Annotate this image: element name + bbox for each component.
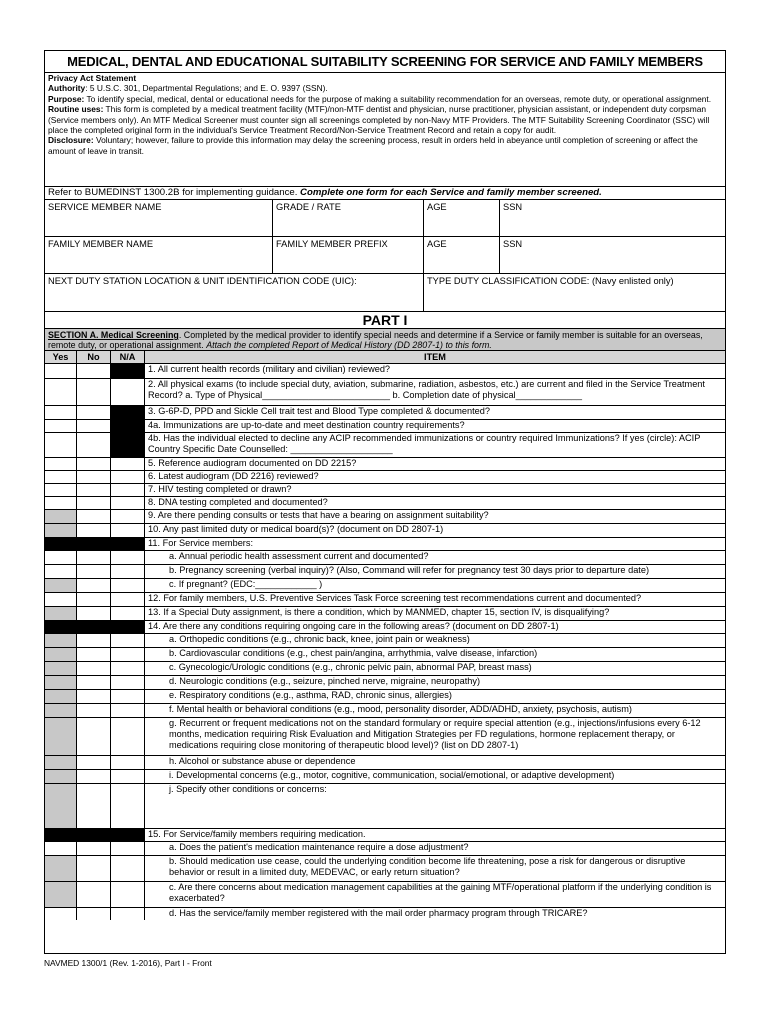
yes-checkbox (45, 704, 77, 717)
items-table (45, 363, 725, 920)
no-checkbox[interactable] (77, 406, 111, 419)
family-ssn-field[interactable]: SSN (503, 239, 523, 249)
no-checkbox[interactable] (77, 770, 111, 783)
no-checkbox[interactable] (77, 842, 111, 855)
no-checkbox (77, 829, 111, 841)
item-text: h. Alcohol or substance abuse or dependence (169, 756, 356, 766)
yes-checkbox (45, 621, 77, 633)
na-checkbox[interactable] (111, 565, 145, 578)
yes-checkbox[interactable] (45, 471, 77, 483)
item-text: 2. All physical exams (to include special duty, aviation, submarine, radiation, asbestos, etc.) are current and filed in the Service Treatment Record? a. Type of Physical_________________________ b. Completion date of physical_____________ (148, 379, 705, 400)
refer-line (45, 186, 725, 199)
type-duty-code-field[interactable]: TYPE DUTY CLASSIFICATION CODE: (Navy enlisted only) (427, 276, 674, 286)
family-age-field[interactable]: AGE (424, 237, 500, 273)
purpose-text: To identify special, medical, dental or educational needs for the purpose of making a suitability recommendation for an overseas, remote duty, or operational assignment. (84, 93, 712, 104)
na-checkbox[interactable] (111, 908, 145, 920)
item-row (45, 620, 725, 633)
na-checkbox[interactable] (111, 484, 145, 496)
refer-text: Refer to BUMEDINST 1300.2B for implementing guidance. (48, 187, 301, 198)
yes-checkbox[interactable] (45, 565, 77, 578)
section-a-text: . Completed by the medical provider to identify special needs and determine if a Service or family member is suitable for an overseas, remote duty, or operational assignment. (48, 330, 703, 350)
no-checkbox[interactable] (77, 676, 111, 689)
no-checkbox[interactable] (77, 784, 111, 828)
na-checkbox[interactable] (111, 662, 145, 675)
yes-header: Yes (45, 351, 77, 363)
yes-checkbox (45, 770, 77, 783)
no-checkbox[interactable] (77, 458, 111, 470)
item-row (45, 523, 725, 537)
no-checkbox[interactable] (77, 565, 111, 578)
yes-checkbox[interactable] (45, 593, 77, 606)
na-checkbox[interactable] (111, 471, 145, 483)
item-text: d. Has the service/family member registered with the mail order pharmacy program through TRICARE? (169, 908, 588, 918)
na-checkbox (111, 538, 145, 550)
family-member-name-field[interactable]: FAMILY MEMBER NAME (45, 237, 273, 273)
form-footer: NAVMED 1300/1 (Rev. 1-2016), Part I - Front (44, 958, 212, 968)
section-a-label: SECTION A. Medical Screening (48, 330, 179, 340)
no-checkbox[interactable] (77, 704, 111, 717)
na-header: N/A (111, 351, 145, 363)
item-row (45, 578, 725, 592)
yes-checkbox (45, 538, 77, 550)
item-row (45, 647, 725, 661)
yes-checkbox (45, 882, 77, 907)
item-text: 6. Latest audiogram (DD 2216) reviewed? (148, 471, 319, 481)
yes-checkbox[interactable] (45, 842, 77, 855)
na-checkbox[interactable] (111, 648, 145, 661)
refer-emphasis: Complete one form for each Service and family member screened. (300, 187, 602, 198)
na-checkbox[interactable] (111, 551, 145, 564)
na-checkbox[interactable] (111, 579, 145, 592)
na-checkbox[interactable] (111, 704, 145, 717)
yes-checkbox (45, 510, 77, 523)
item-text: f. Mental health or behavioral conditions (e.g., mood, personality disorder, ADD/ADHD, anxiety, psychosis, autism) (169, 704, 632, 714)
yes-checkbox (45, 648, 77, 661)
item-row (45, 769, 725, 783)
yes-checkbox (45, 829, 77, 841)
item-text: 11. For Service members: (148, 538, 254, 548)
item-text: 13. If a Special Duty assignment, is there a condition, which by MANMED, chapter 15, section IV, is disqualifying? (148, 607, 610, 617)
no-checkbox[interactable] (77, 484, 111, 496)
no-checkbox[interactable] (77, 882, 111, 907)
yes-checkbox (45, 718, 77, 755)
item-text: a. Does the patient's medication maintenance require a dose adjustment? (169, 842, 469, 852)
item-text: c. If pregnant? (EDC:____________ ) (169, 579, 323, 589)
item-text: j. Specify other conditions or concerns: (169, 784, 327, 794)
item-text: 10. Any past limited duty or medical board(s)? (document on DD 2807-1) (148, 524, 444, 534)
item-text: g. Recurrent or frequent medications not on the standard formulary or require special attention (e.g., injections/infusions every 6-12 months, medication requiring Risk Evaluation and Mitigation Strategies per FD regulations, hormone replacement therapy, or medications requiring close monitoring of therapeutic blood level)? (list on DD 2807-1) (169, 718, 701, 750)
yes-checkbox[interactable] (45, 364, 77, 378)
age-field[interactable]: AGE (424, 200, 500, 236)
no-checkbox[interactable] (77, 856, 111, 881)
item-text: a. Orthopedic conditions (e.g., chronic back, knee, joint pain or weakness) (169, 634, 470, 644)
no-header: No (77, 351, 111, 363)
item-text: 3. G-6P-D, PPD and Sickle Cell trait test and Blood Type completed & documented? (148, 406, 490, 416)
item-row (45, 855, 725, 881)
yes-checkbox (45, 634, 77, 647)
item-row (45, 470, 725, 483)
item-row (45, 537, 725, 550)
item-text: c. Are there concerns about medication management capabilities at the gaining MTF/operational platform if the underlying condition is exacerbated? (169, 882, 712, 903)
na-checkbox[interactable] (111, 882, 145, 907)
yes-checkbox[interactable] (45, 551, 77, 564)
item-row (45, 509, 725, 523)
yes-checkbox (45, 856, 77, 881)
item-row (45, 564, 725, 578)
item-text: 5. Reference audiogram documented on DD 2215? (148, 458, 357, 468)
item-row (45, 363, 725, 378)
no-checkbox[interactable] (77, 908, 111, 920)
no-checkbox[interactable] (77, 634, 111, 647)
item-text: b. Pregnancy screening (verbal inquiry)? (Also, Command will refer for pregnancy test 30 days prior to departure date) (169, 565, 650, 575)
item-text: 1. All current health records (military and civilian) reviewed? (148, 364, 391, 374)
section-a-italic: Attach the completed Report of Medical History (DD 2807-1) to this form. (206, 340, 492, 350)
next-duty-station-field[interactable]: NEXT DUTY STATION LOCATION & UNIT IDENTIFICATION CODE (UIC): (45, 274, 424, 311)
no-checkbox[interactable] (77, 420, 111, 432)
no-checkbox[interactable] (77, 662, 111, 675)
item-row (45, 755, 725, 769)
yes-checkbox (45, 524, 77, 537)
form-title: MEDICAL, DENTAL AND EDUCATIONAL SUITABILITY SCREENING FOR SERVICE AND FAMILY MEMBERS (67, 54, 703, 69)
item-text: 4b. Has the individual elected to decline any ACIP recommended immunizations or country required Immunizations? If yes (circle): ACIP Country Specific Date Counselled: ____________________ (148, 433, 701, 454)
yes-checkbox[interactable] (45, 484, 77, 496)
no-checkbox[interactable] (77, 718, 111, 755)
no-checkbox (77, 621, 111, 633)
no-checkbox[interactable] (77, 607, 111, 620)
disclosure-text: Voluntary; however, failure to provide this information may delay the screening process, result in orders held in abeyance until completion of screening or affect the amount of leave in transit. (48, 135, 698, 156)
na-checkbox[interactable] (111, 756, 145, 769)
item-row (45, 633, 725, 647)
na-checkbox[interactable] (111, 856, 145, 881)
item-text: e. Respiratory conditions (e.g., asthma, RAD, chronic sinus, allergies) (169, 690, 452, 700)
na-checkbox[interactable] (111, 842, 145, 855)
yes-checkbox[interactable] (45, 908, 77, 920)
na-checkbox[interactable] (111, 379, 145, 405)
disclosure-label: Disclosure: (48, 135, 94, 146)
item-row (45, 717, 725, 755)
no-checkbox[interactable] (77, 364, 111, 378)
na-checkbox[interactable] (111, 784, 145, 828)
na-checkbox[interactable] (111, 634, 145, 647)
item-text: i. Developmental concerns (e.g., motor, cognitive, communication, social/emotional, or adaptive development) (169, 770, 615, 780)
no-checkbox[interactable] (77, 690, 111, 703)
screening-form (44, 50, 726, 954)
yes-checkbox (45, 662, 77, 675)
routine-uses-label: Routine uses: (48, 104, 104, 115)
item-row (45, 783, 725, 828)
yes-checkbox[interactable] (45, 406, 77, 419)
na-checkbox[interactable] (111, 770, 145, 783)
family-member-prefix-field[interactable]: FAMILY MEMBER PREFIX (273, 237, 424, 273)
no-checkbox[interactable] (77, 551, 111, 564)
table-header (45, 350, 725, 363)
item-row (45, 550, 725, 564)
item-row (45, 703, 725, 717)
na-checkbox (111, 433, 145, 457)
na-checkbox[interactable] (111, 718, 145, 755)
item-text: b. Cardiovascular conditions (e.g., chest pain/angina, arrhythmia, valve disease, infarction) (169, 648, 538, 658)
yes-checkbox[interactable] (45, 458, 77, 470)
no-checkbox[interactable] (77, 579, 111, 592)
privacy-act-statement (45, 72, 725, 186)
na-checkbox (111, 829, 145, 841)
no-checkbox[interactable] (77, 497, 111, 509)
na-checkbox (111, 621, 145, 633)
na-checkbox[interactable] (111, 676, 145, 689)
item-row (45, 483, 725, 496)
item-row (45, 828, 725, 841)
na-checkbox (111, 420, 145, 432)
yes-checkbox (45, 607, 77, 620)
na-checkbox[interactable] (111, 690, 145, 703)
no-checkbox[interactable] (77, 510, 111, 523)
item-text: 9. Are there pending consults or tests that have a bearing on assignment suitability? (148, 510, 489, 520)
no-checkbox[interactable] (77, 433, 111, 457)
yes-checkbox (45, 784, 77, 828)
privacy-heading: Privacy Act Statement (48, 73, 137, 83)
authority-label: Authority (48, 83, 86, 94)
item-row (45, 907, 725, 920)
item-text: c. Gynecologic/Urologic conditions (e.g., chronic pelvic pain, abnormal PAP, breast mass) (169, 662, 532, 672)
item-text: 14. Are there any conditions requiring ongoing care in the following areas? (document on DD 2807-1) (148, 621, 559, 631)
authority-text: : 5 U.S.C. 301, Departmental Regulations; and E. O. 9397 (SSN). (85, 83, 328, 94)
item-row (45, 689, 725, 703)
yes-checkbox[interactable] (45, 379, 77, 405)
service-member-name-field[interactable]: SERVICE MEMBER NAME (45, 200, 273, 236)
part-heading: PART I (45, 311, 725, 328)
item-row (45, 378, 725, 405)
section-a-header (45, 328, 725, 350)
item-text: 8. DNA testing completed and documented? (148, 497, 328, 507)
no-checkbox[interactable] (77, 648, 111, 661)
yes-checkbox[interactable] (45, 420, 77, 432)
routine-uses-text: This form is completed by a medical treatment facility (MTF)/non-MTF dentist and physician, nurse practitioner, physician assistant, or independent duty corpsman (Service members only). An MTF Medical Screener must counter sign all screenings completed by non-Navy MTF Providers. The MTF Suitability Screening Coordinator (SSC) will place the completed original form in the individual's Service Treatment Record/Non-Service Treatment Record and retain a copy for audit. (48, 104, 710, 136)
item-text: a. Annual periodic health assessment current and documented? (169, 551, 429, 561)
ssn-field[interactable]: SSN (503, 202, 523, 212)
item-text: 4a. Immunizations are up-to-date and meet destination country requirements? (148, 420, 465, 430)
grade-rate-field[interactable]: GRADE / RATE (273, 200, 424, 236)
item-row (45, 881, 725, 907)
no-checkbox[interactable] (77, 593, 111, 606)
item-row (45, 405, 725, 419)
item-row (45, 457, 725, 470)
item-row (45, 419, 725, 432)
item-row (45, 496, 725, 509)
no-checkbox[interactable] (77, 471, 111, 483)
item-text: b. Should medication use cease, could the underlying condition become life threatening, pose a risk for dangerous or disruptive behavior or result in a limited duty, MEDEVAC, or early return situation? (169, 856, 686, 877)
na-checkbox (111, 364, 145, 378)
yes-checkbox[interactable] (45, 433, 77, 457)
no-checkbox[interactable] (77, 524, 111, 537)
purpose-label: Purpose: (48, 93, 85, 104)
item-row (45, 592, 725, 606)
na-checkbox[interactable] (111, 607, 145, 620)
yes-checkbox (45, 690, 77, 703)
na-checkbox[interactable] (111, 510, 145, 523)
yes-checkbox (45, 579, 77, 592)
item-row (45, 606, 725, 620)
na-checkbox (111, 406, 145, 419)
yes-checkbox (45, 676, 77, 689)
yes-checkbox[interactable] (45, 497, 77, 509)
na-checkbox[interactable] (111, 497, 145, 509)
na-checkbox[interactable] (111, 524, 145, 537)
yes-checkbox (45, 756, 77, 769)
item-text: 12. For family members, U.S. Preventive Services Task Force screening test recommendations current and documented? (148, 593, 642, 603)
item-row (45, 432, 725, 457)
no-checkbox[interactable] (77, 379, 111, 405)
item-row (45, 841, 725, 855)
item-row (45, 661, 725, 675)
no-checkbox[interactable] (77, 756, 111, 769)
item-row (45, 675, 725, 689)
item-text: 7. HIV testing completed or drawn? (148, 484, 292, 494)
item-header: ITEM (424, 352, 446, 362)
na-checkbox[interactable] (111, 458, 145, 470)
item-text: 15. For Service/family members requiring medication. (148, 829, 366, 839)
item-text: d. Neurologic conditions (e.g., seizure, pinched nerve, migraine, neuropathy) (169, 676, 481, 686)
no-checkbox (77, 538, 111, 550)
na-checkbox[interactable] (111, 593, 145, 606)
